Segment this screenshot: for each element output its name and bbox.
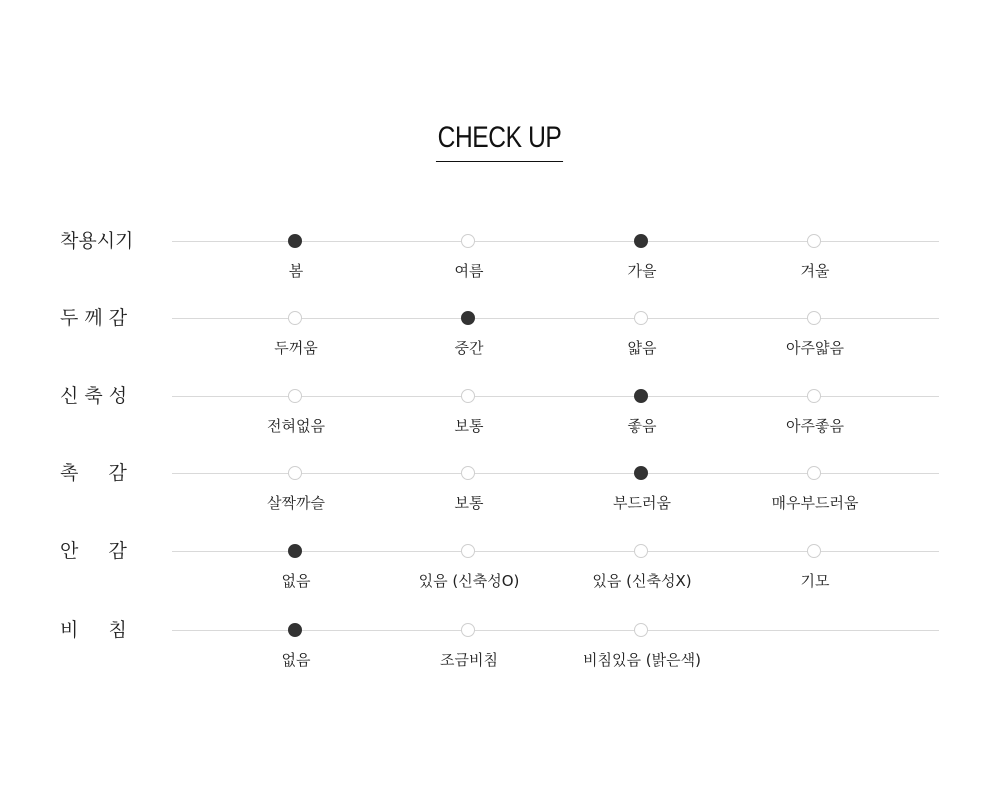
- unselected-dot-icon: [634, 544, 648, 558]
- option-label: 조금비침: [440, 651, 498, 669]
- unselected-dot-icon: [461, 466, 475, 480]
- checkup-row: [0, 230, 1000, 301]
- selected-dot-icon: [634, 389, 648, 403]
- unselected-dot-icon: [807, 466, 821, 480]
- row-label: 착용시기: [60, 230, 134, 252]
- option-label: 중간: [454, 339, 484, 357]
- checkup-row: [0, 462, 1000, 533]
- option-label: 여름: [454, 262, 484, 280]
- selected-dot-icon: [288, 623, 302, 637]
- unselected-dot-icon: [461, 544, 475, 558]
- option-label: 살짝까슬: [267, 494, 325, 512]
- option-label: 없음: [281, 651, 311, 669]
- option-label: 기모: [800, 572, 830, 590]
- option-label: 아주얇음: [786, 339, 844, 357]
- selected-dot-icon: [634, 466, 648, 480]
- row-label: 비 침: [60, 619, 127, 641]
- option-label: 두꺼움: [274, 339, 318, 357]
- option-label: 겨울: [800, 262, 830, 280]
- selected-dot-icon: [461, 311, 475, 325]
- row-label: 신 축 성: [60, 385, 128, 407]
- unselected-dot-icon: [288, 466, 302, 480]
- checkup-row: [0, 619, 1000, 690]
- option-label: 보통: [454, 417, 484, 435]
- option-label: 없음: [281, 572, 311, 590]
- unselected-dot-icon: [807, 234, 821, 248]
- page-title: CHECK UP: [436, 118, 563, 162]
- option-label: 얇음: [627, 339, 657, 357]
- option-label: 가을: [627, 262, 657, 280]
- unselected-dot-icon: [634, 623, 648, 637]
- row-label: 두 께 감: [60, 307, 128, 329]
- selected-dot-icon: [288, 544, 302, 558]
- option-label: 있음 (신축성O): [418, 572, 520, 590]
- checkup-row: [0, 540, 1000, 611]
- option-label: 전혀없음: [267, 417, 325, 435]
- unselected-dot-icon: [288, 311, 302, 325]
- option-label: 부드러움: [613, 494, 671, 512]
- checkup-row: [0, 307, 1000, 378]
- unselected-dot-icon: [288, 389, 302, 403]
- selected-dot-icon: [634, 234, 648, 248]
- option-label: 봄: [288, 262, 304, 280]
- option-label: 비침있음 (밝은색): [583, 651, 701, 669]
- option-label: 보통: [454, 494, 484, 512]
- page-title-wrap: [0, 118, 1000, 162]
- unselected-dot-icon: [807, 389, 821, 403]
- unselected-dot-icon: [461, 234, 475, 248]
- unselected-dot-icon: [807, 311, 821, 325]
- unselected-dot-icon: [461, 389, 475, 403]
- option-label: 매우부드러움: [771, 494, 859, 512]
- unselected-dot-icon: [461, 623, 475, 637]
- selected-dot-icon: [288, 234, 302, 248]
- checkup-row: [0, 385, 1000, 456]
- row-label: 안 감: [60, 540, 127, 562]
- option-label: 좋음: [627, 417, 657, 435]
- unselected-dot-icon: [634, 311, 648, 325]
- option-label: 아주좋음: [786, 417, 844, 435]
- unselected-dot-icon: [807, 544, 821, 558]
- row-label: 촉 감: [60, 462, 127, 484]
- option-label: 있음 (신축성X): [592, 572, 692, 590]
